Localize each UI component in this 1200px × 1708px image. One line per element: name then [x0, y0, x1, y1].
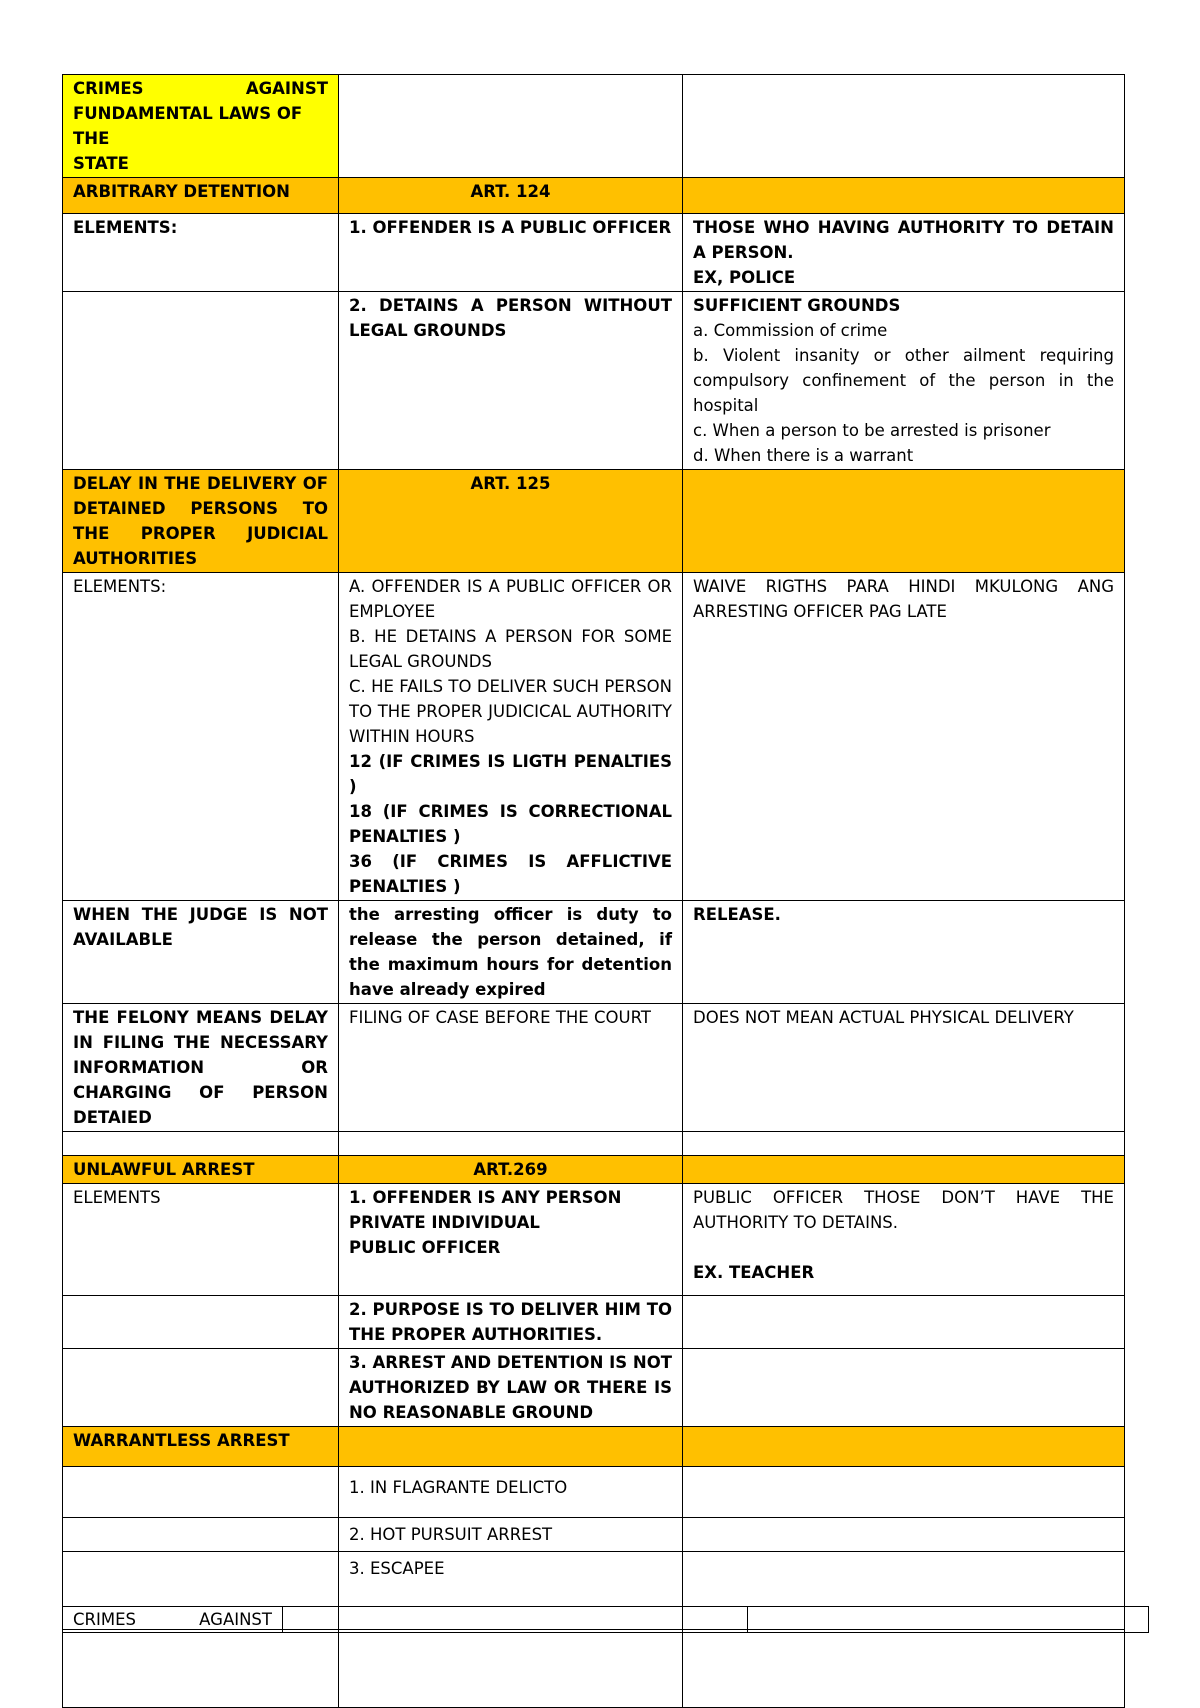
empty-cell: [339, 1132, 683, 1156]
element-1: 1. OFFENDER IS A PUBLIC OFFICER: [339, 214, 683, 292]
next-page-title: CRIMES AGAINST: [63, 1607, 283, 1633]
empty-cell: [683, 1349, 1125, 1427]
sufficient-grounds: SUFFICIENT GROUNDS a. Commission of crime b. Violent insanity or other ailment requiring compulsory confinement of the person in the hospital c. When a person to be arrested is prisoner d. When there is a warrant: [683, 292, 1125, 470]
row-warrantless-2: [63, 1518, 1125, 1552]
row-unlawful-el3: [63, 1349, 1125, 1427]
empty-cell: [683, 470, 1125, 573]
empty-cell: [683, 1467, 1125, 1518]
warrantless-item-1: 1. IN FLAGRANTE DELICTO: [339, 1467, 683, 1518]
empty-cell: [63, 1349, 339, 1427]
waive-note: WAIVE RIGTHS PARA HINDI MKULONG ANG ARRESTING OFFICER PAG LATE: [683, 573, 1125, 901]
empty-cell: [683, 1156, 1125, 1184]
empty-cell: [748, 1607, 1149, 1633]
row-delay-elements: [63, 573, 1125, 901]
empty-cell: [683, 1132, 1125, 1156]
elements-label: ELEMENTS:: [63, 214, 339, 292]
felony-meaning: FILING OF CASE BEFORE THE COURT: [339, 1004, 683, 1132]
unlawful-element-1-note: PUBLIC OFFICER THOSE DON’T HAVE THE AUTHORITY TO DETAINS. EX. TEACHER: [683, 1184, 1125, 1296]
row-warrantless-header: [63, 1427, 1125, 1467]
delay-elements-list: A. OFFENDER IS A PUBLIC OFFICER OR EMPLOYEE B. HE DETAINS A PERSON FOR SOME LEGAL GROUNDS C. HE FAILS TO DELIVER SUCH PERSON TO THE PROPER JUDICICAL AUTHORITY WITHIN HOURS 12 (IF CRIMES IS LIGTH PENALTIES ) 18 (IF CRIMES IS CORRECTIONAL PENALTIES ) 36 (IF CRIMES IS AFFLICTIVE PENALTIES ): [339, 573, 683, 901]
empty-cell: [63, 1467, 339, 1518]
element-2: 2. DETAINS A PERSON WITHOUT LEGAL GROUNDS: [339, 292, 683, 470]
row-arbitrary-header: [63, 178, 1125, 214]
felony-note: DOES NOT MEAN ACTUAL PHYSICAL DELIVERY: [683, 1004, 1125, 1132]
felony-label: THE FELONY MEANS DELAY IN FILING THE NECESSARY INFORMATION OR CHARGING OF PERSON DETAIED: [63, 1004, 339, 1132]
row-delay-header: [63, 470, 1125, 573]
row-fundamental-header: [63, 75, 1125, 178]
unlawful-element-1: 1. OFFENDER IS ANY PERSON PRIVATE INDIVIDUAL PUBLIC OFFICER: [339, 1184, 683, 1296]
empty-cell: [63, 1518, 339, 1552]
empty-cell: [63, 1296, 339, 1349]
empty-cell: [339, 75, 683, 178]
row-unlawful-header: [63, 1156, 1125, 1184]
document-page: [62, 74, 1124, 1708]
row-unlawful-el1: [63, 1184, 1125, 1296]
empty-cell: [63, 292, 339, 470]
judge-label: WHEN THE JUDGE IS NOT AVAILABLE: [63, 901, 339, 1004]
next-page-table: [62, 1606, 1149, 1633]
elements-label: ELEMENTS:: [63, 573, 339, 901]
empty-cell: [63, 1132, 339, 1156]
unlawful-title: UNLAWFUL ARREST: [63, 1156, 339, 1184]
unlawful-element-3: 3. ARREST AND DETENTION IS NOT AUTHORIZED BY LAW OR THERE IS NO REASONABLE GROUND: [339, 1349, 683, 1427]
elements-label: ELEMENTS: [63, 1184, 339, 1296]
row-unlawful-el2: [63, 1296, 1125, 1349]
empty-cell: [683, 75, 1125, 178]
row-judge: [63, 901, 1125, 1004]
row-arbitrary-el1: [63, 214, 1125, 292]
empty-cell: [683, 1427, 1125, 1467]
empty-cell: [683, 1518, 1125, 1552]
empty-cell: [339, 1427, 683, 1467]
element-1-note: THOSE WHO HAVING AUTHORITY TO DETAIN A PERSON. EX, POLICE: [683, 214, 1125, 292]
judge-rule: the arresting officer is duty to release the person detained, if the maximum hours for detention have already expired: [339, 901, 683, 1004]
unlawful-element-2: 2. PURPOSE IS TO DELIVER HIM TO THE PROPER AUTHORITIES.: [339, 1296, 683, 1349]
row-felony: [63, 1004, 1125, 1132]
arbitrary-article: ART. 124: [339, 178, 683, 214]
empty-cell: [283, 1607, 748, 1633]
row-spacer: [63, 1132, 1125, 1156]
warrantless-item-2: 2. HOT PURSUIT ARREST: [339, 1518, 683, 1552]
delay-article: ART. 125: [339, 470, 683, 573]
empty-cell: [683, 1296, 1125, 1349]
row-warrantless-1: [63, 1467, 1125, 1518]
unlawful-article: ART.269: [339, 1156, 683, 1184]
fundamental-title: CRIMES AGAINST FUNDAMENTAL LAWS OF THE STATE: [63, 75, 339, 178]
arbitrary-title: ARBITRARY DETENTION: [63, 178, 339, 214]
empty-cell: [683, 178, 1125, 214]
judge-result: RELEASE.: [683, 901, 1125, 1004]
crimes-table: [62, 74, 1125, 1708]
delay-title: DELAY IN THE DELIVERY OF DETAINED PERSONS TO THE PROPER JUDICIAL AUTHORITIES: [63, 470, 339, 573]
row-arbitrary-el2: [63, 292, 1125, 470]
next-page-preview: [62, 1606, 1148, 1633]
warrantless-item-3: 3. ESCAPEE: [339, 1552, 683, 1630]
warrantless-title: WARRANTLESS ARREST: [63, 1427, 339, 1467]
